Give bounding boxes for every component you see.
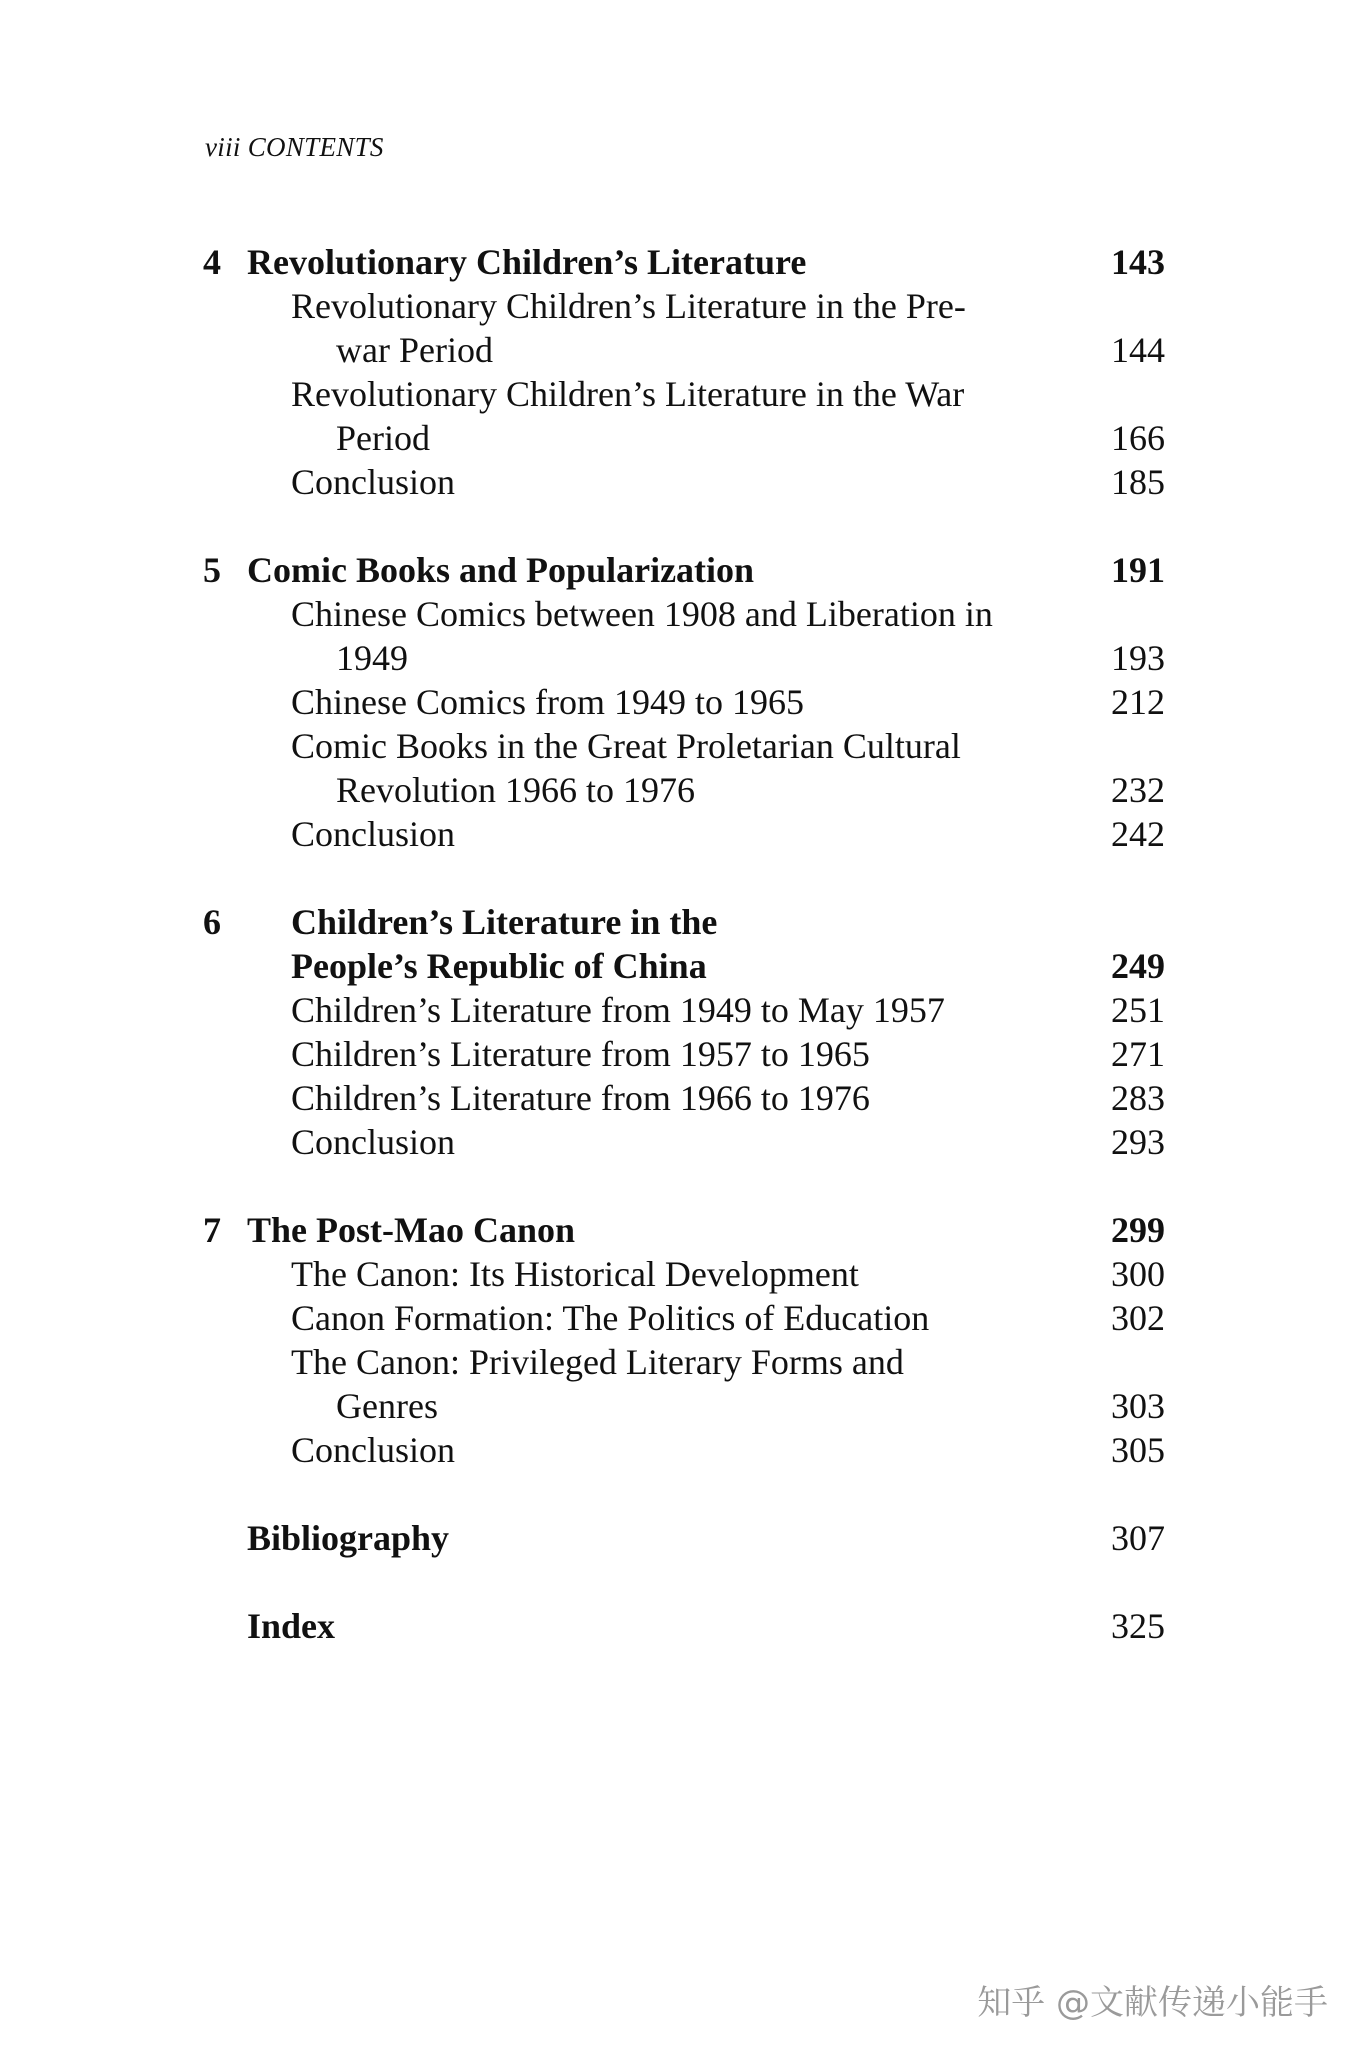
- section-line: [203, 768, 1165, 812]
- chapter-heading: [203, 240, 1165, 284]
- chapter-number: 4: [203, 242, 221, 282]
- section-line: [203, 1296, 1165, 1340]
- section-title: Canon Formation: The Politics of Education: [291, 1298, 930, 1338]
- section-page: 300: [1111, 1254, 1165, 1294]
- chapter-4: [203, 240, 1165, 504]
- chapter-7: [203, 1208, 1165, 1472]
- section-title-continued: Period: [336, 418, 430, 458]
- section-line: [203, 1340, 1165, 1384]
- section-title: Children’s Literature from 1949 to May 1957: [291, 990, 945, 1030]
- section-line: [203, 1120, 1165, 1164]
- section-title: Comic Books in the Great Proletarian Cultural: [291, 726, 961, 766]
- chapter-page: 143: [1111, 242, 1165, 282]
- chapter-page: 249: [1111, 946, 1165, 986]
- section-title: Conclusion: [291, 1122, 456, 1162]
- section-line: [203, 636, 1165, 680]
- bibliography-entry: [203, 1516, 1165, 1560]
- section-line: [203, 724, 1165, 768]
- section-line: [203, 680, 1165, 724]
- section-title: Chinese Comics from 1949 to 1965: [291, 682, 804, 722]
- section-line: [203, 460, 1165, 504]
- chapter-number: 5: [203, 550, 221, 590]
- section-line: [203, 284, 1165, 328]
- section-page: 232: [1111, 770, 1165, 810]
- chapter-title: Children’s Literature in the: [291, 902, 718, 942]
- section-line: [203, 988, 1165, 1032]
- section-line: [203, 1252, 1165, 1296]
- index-title: Index: [247, 1606, 336, 1646]
- section-title: Conclusion: [291, 814, 456, 854]
- section-line: [203, 372, 1165, 416]
- section-line: [203, 1428, 1165, 1472]
- section-line: [203, 1032, 1165, 1076]
- section-title: Conclusion: [291, 1430, 456, 1470]
- section-line: [203, 1076, 1165, 1120]
- section-page: 283: [1111, 1078, 1165, 1118]
- bibliography-line: [203, 1516, 1165, 1560]
- section-title-continued: war Period: [336, 330, 493, 370]
- section-title-continued: Genres: [336, 1386, 438, 1426]
- section-page: 242: [1111, 814, 1165, 854]
- bibliography-title: Bibliography: [247, 1518, 450, 1558]
- section-page: 166: [1111, 418, 1165, 458]
- chapter-title-continued: People’s Republic of China: [291, 946, 707, 986]
- section-title: The Canon: Its Historical Development: [291, 1254, 859, 1294]
- chapter-heading: [203, 548, 1165, 592]
- section-line: [203, 812, 1165, 856]
- chapter-heading-continued: [203, 944, 1165, 988]
- chapter-5: [203, 548, 1165, 856]
- chapter-page: 191: [1111, 550, 1165, 590]
- chapter-heading: [203, 1208, 1165, 1252]
- section-title: Children’s Literature from 1957 to 1965: [291, 1034, 870, 1074]
- section-title: Chinese Comics between 1908 and Liberation in: [291, 594, 993, 634]
- section-page: 302: [1111, 1298, 1165, 1338]
- section-page: 271: [1111, 1034, 1165, 1074]
- bibliography-page: 307: [1111, 1518, 1165, 1558]
- index-line: [203, 1604, 1165, 1648]
- chapter-heading: [203, 900, 1165, 944]
- section-line: [203, 592, 1165, 636]
- section-line: [203, 416, 1165, 460]
- section-line: [203, 1384, 1165, 1428]
- chapter-6: [203, 900, 1165, 1164]
- chapter-number: 7: [203, 1210, 221, 1250]
- index-entry: [203, 1604, 1165, 1648]
- section-page: 185: [1111, 462, 1165, 502]
- section-page: 305: [1111, 1430, 1165, 1470]
- chapter-title: Revolutionary Children’s Literature: [247, 242, 807, 282]
- watermark: 知乎 @文献传递小能手: [977, 1983, 1328, 2023]
- section-title: Conclusion: [291, 462, 456, 502]
- section-page: 212: [1111, 682, 1165, 722]
- chapter-page: 299: [1111, 1210, 1165, 1250]
- section-title: Children’s Literature from 1966 to 1976: [291, 1078, 870, 1118]
- section-title: Revolutionary Children’s Literature in the War: [291, 374, 965, 414]
- section-title-continued: 1949: [336, 638, 408, 678]
- chapter-number: 6: [203, 902, 221, 942]
- chapter-title: Comic Books and Popularization: [247, 550, 755, 590]
- section-page: 303: [1111, 1386, 1165, 1426]
- section-title-continued: Revolution 1966 to 1976: [336, 770, 695, 810]
- section-line: [203, 328, 1165, 372]
- section-page: 193: [1111, 638, 1165, 678]
- chapter-title: The Post-Mao Canon: [247, 1210, 576, 1250]
- table-of-contents: [203, 240, 1165, 1692]
- section-title: Revolutionary Children’s Literature in the Pre-: [291, 286, 966, 326]
- section-page: 251: [1111, 990, 1165, 1030]
- section-page: 293: [1111, 1122, 1165, 1162]
- index-page: 325: [1111, 1606, 1165, 1646]
- running-head: viii CONTENTS: [205, 132, 384, 162]
- section-title: The Canon: Privileged Literary Forms and: [291, 1342, 904, 1382]
- section-page: 144: [1111, 330, 1165, 370]
